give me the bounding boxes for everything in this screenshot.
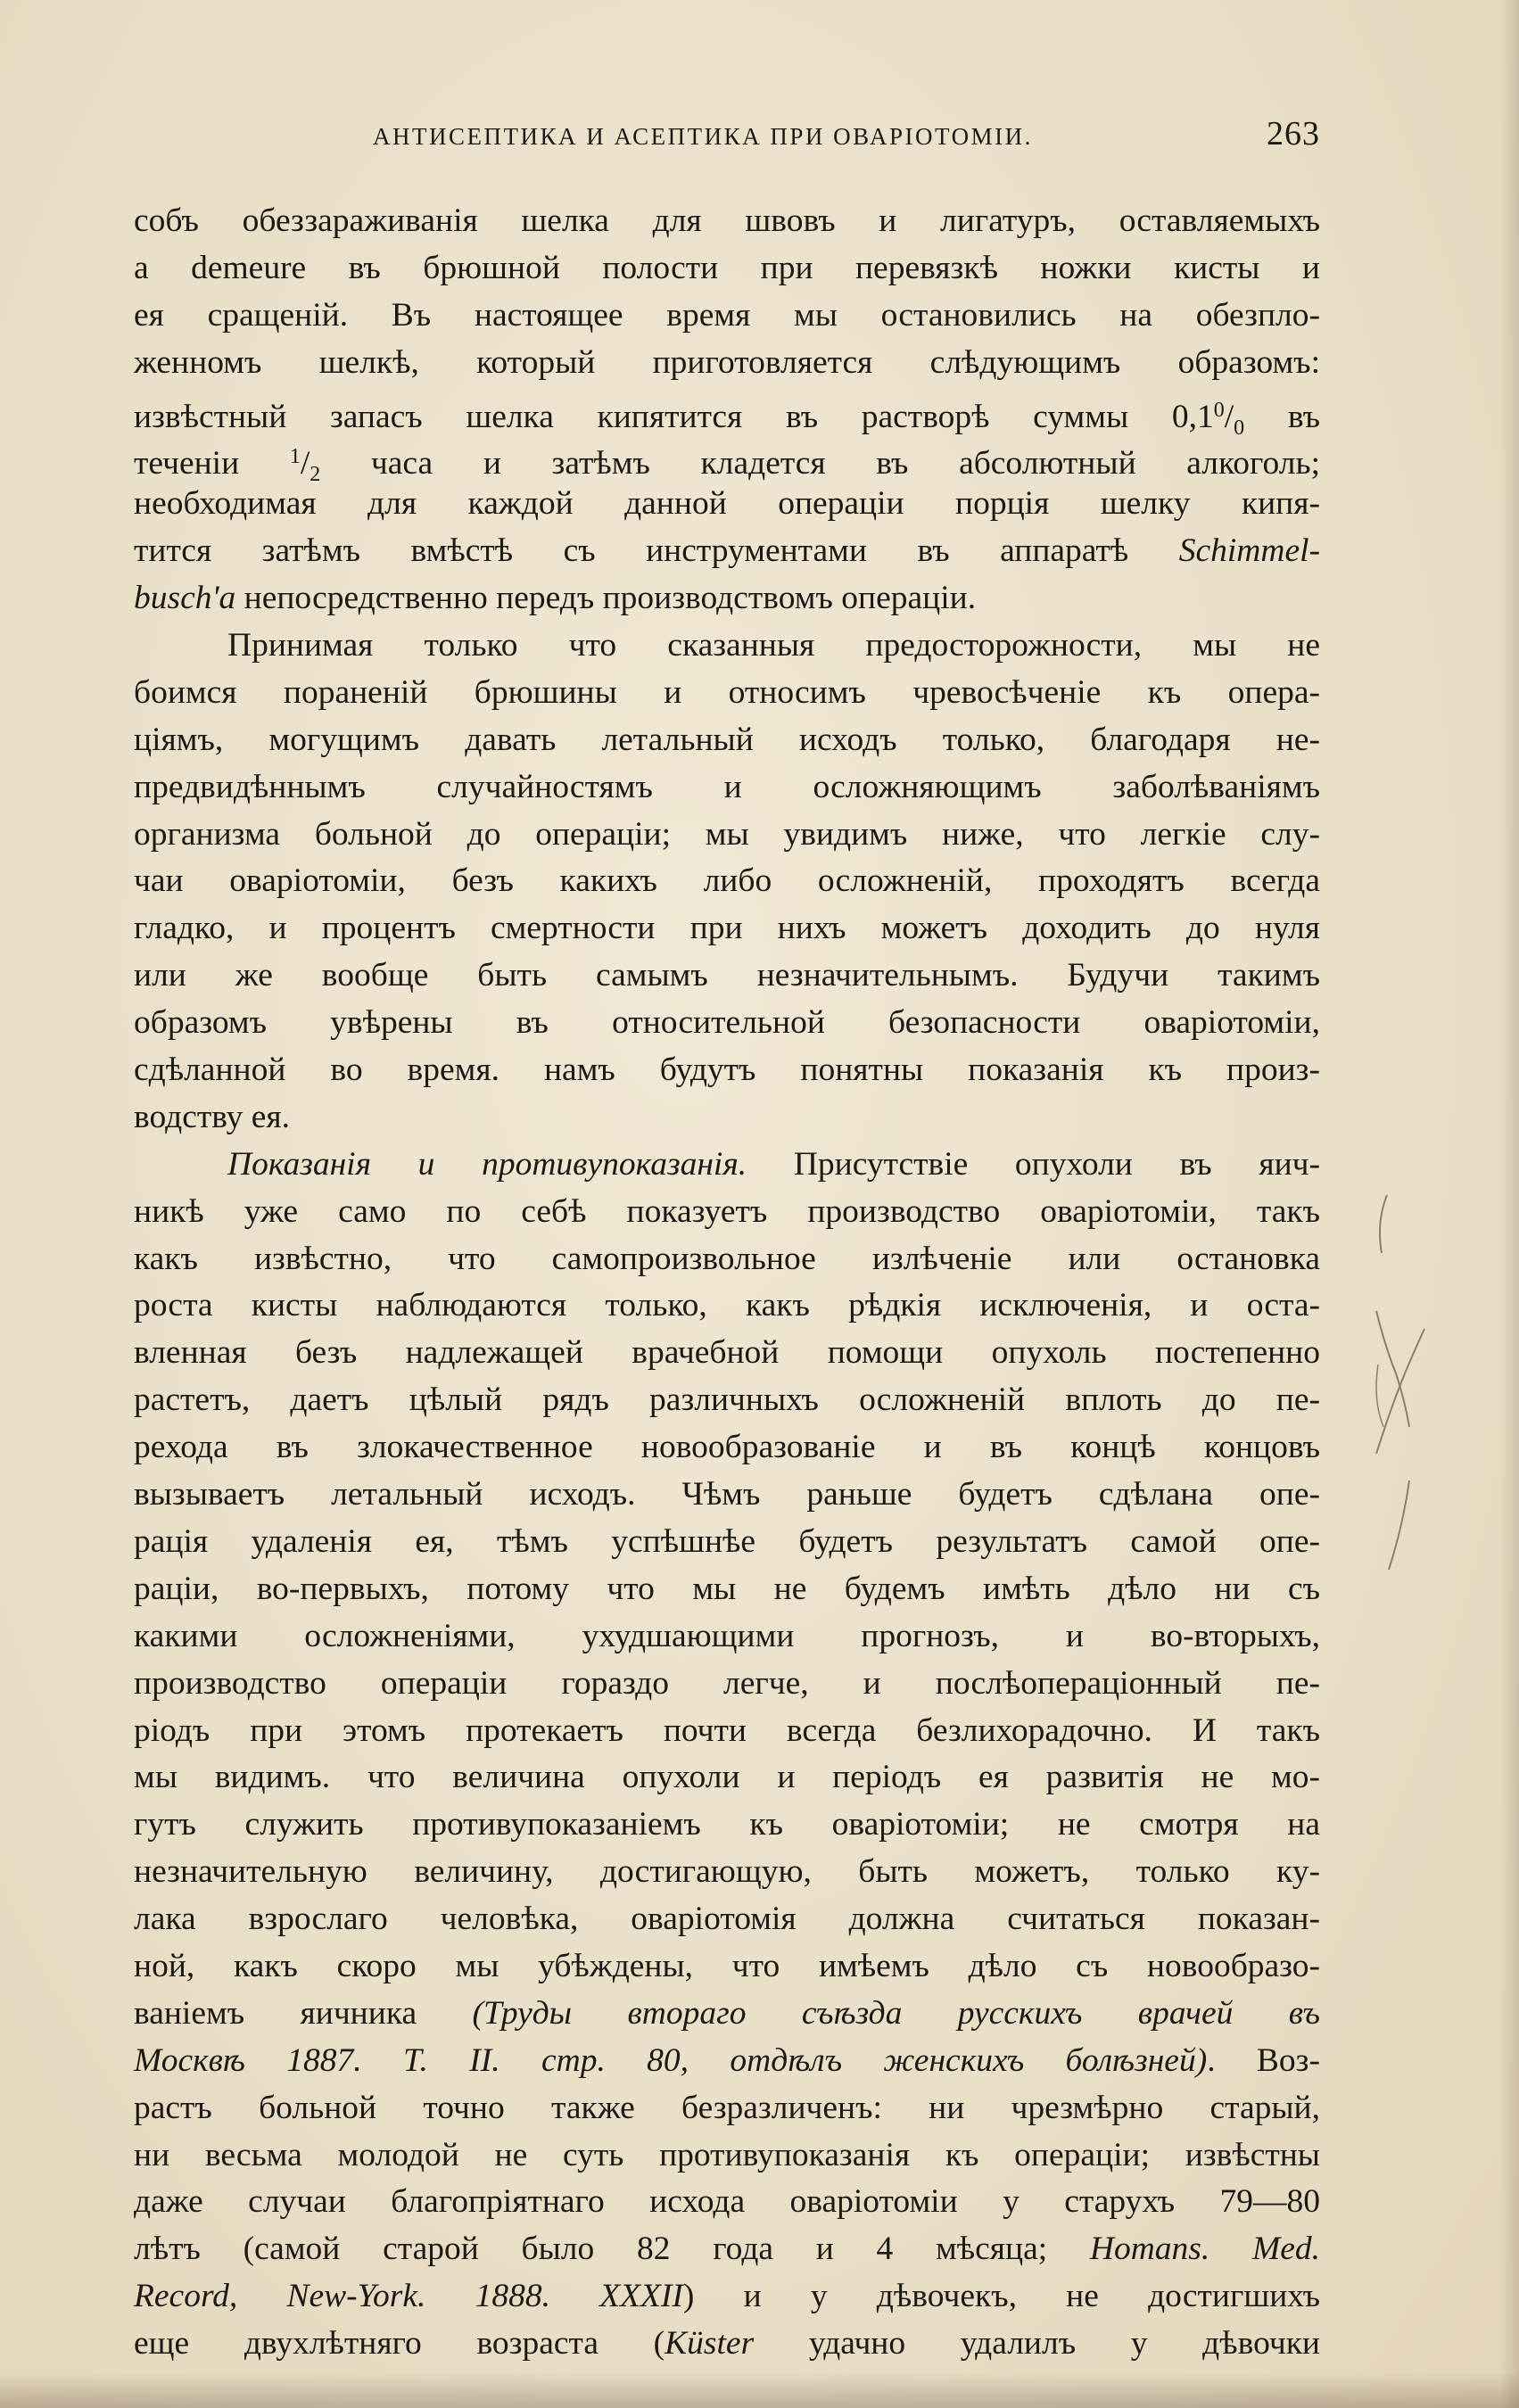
- text-line: [134, 1896, 1320, 1943]
- text-span: а demeure въ брюшной полости при перевязкѣ ножки кисты и: [134, 249, 1320, 286]
- text-line: [134, 387, 1320, 440]
- text-span: гутъ служить противупоказаніемъ къ оваріотоміи; не смотря на: [134, 1806, 1320, 1843]
- text-span: удачно удалилъ у дѣвочки: [754, 2325, 1320, 2363]
- text-span: Record, New-York. 1888. XXXII: [134, 2278, 683, 2315]
- body-text: [134, 198, 1320, 2368]
- text-span: непосредственно передъ производствомъ операціи.: [235, 580, 977, 617]
- text-span: или же вообще быть самымъ незначительнымъ. Будучи такимъ: [134, 957, 1320, 994]
- text-line: [134, 1330, 1320, 1377]
- text-line: [134, 2085, 1320, 2132]
- text-line: [134, 2273, 1320, 2321]
- text-span: раціи, во-первыхъ, потому что мы не будемъ имѣть дѣло ни съ: [134, 1570, 1320, 1607]
- text-line: [134, 2179, 1320, 2226]
- text-span: 0: [1213, 398, 1225, 422]
- text-span: вызываетъ летальный исходъ. Чѣмъ раньше будетъ сдѣлана опе-: [134, 1476, 1320, 1513]
- text-span: въ: [1244, 398, 1320, 435]
- text-span: необходимая для каждой данной операціи порція шелку кипя-: [134, 485, 1320, 523]
- page-header: [134, 114, 1320, 168]
- text-span: собъ обеззараживанія шелка для швовъ и лигатуръ, оставляемыхъ: [134, 202, 1320, 239]
- text-span: /: [1224, 398, 1234, 435]
- text-line: [134, 2226, 1320, 2273]
- text-line: [134, 1282, 1320, 1330]
- text-span: извѣстный запасъ шелка кипятится въ растворѣ суммы 0,1: [134, 398, 1214, 435]
- text-span: теченіи: [134, 445, 290, 482]
- text-span: ваніемъ яичника: [134, 1994, 473, 2032]
- text-span: 2: [310, 463, 321, 487]
- text-line: [134, 1802, 1320, 1849]
- text-span: рехода въ злокачественное новообразованіе и въ концѣ концовъ: [134, 1429, 1320, 1466]
- text-span: Присутствіе опухоли въ яич-: [747, 1145, 1321, 1183]
- text-line: [134, 1849, 1320, 1896]
- text-span: /: [300, 445, 310, 482]
- text-line: [134, 1708, 1320, 1755]
- text-line: [134, 1424, 1320, 1472]
- text-line: [134, 1000, 1320, 1047]
- text-span: Schimmel-: [1178, 532, 1320, 570]
- text-line: [134, 245, 1320, 293]
- text-line: [134, 717, 1320, 764]
- text-span: растетъ, даетъ цѣлый рядъ различныхъ осложненій вплоть до пе-: [134, 1381, 1320, 1419]
- scan-edge-shadow: [1499, 0, 1519, 2408]
- text-span: растъ больной точно также безразличенъ: ни чрезмѣрно старый,: [134, 2089, 1320, 2126]
- text-line: [134, 1661, 1320, 1708]
- text-line: [134, 670, 1320, 717]
- page-number: 263: [1267, 115, 1320, 153]
- text-line: [134, 528, 1320, 575]
- text-span: лака взрослаго человѣка, оваріотомія должна считаться показан-: [134, 1901, 1320, 1938]
- text-span: производство операціи гораздо легче, и послѣопераціонный пе-: [134, 1664, 1320, 1702]
- text-line: [134, 2038, 1320, 2085]
- text-span: ея сращеній. Въ настоящее время мы остановились на обезпло-: [134, 296, 1320, 334]
- text-line: [134, 2132, 1320, 2180]
- text-line: [134, 1472, 1320, 1519]
- text-line: [134, 1142, 1320, 1189]
- text-span: какими осложненіями, ухудшающими прогнозъ, и во-вторыхъ,: [134, 1617, 1320, 1654]
- text-span: Москвѣ 1887. Т. II. стр. 80, отдѣлъ женскихъ болѣзней): [134, 2041, 1208, 2079]
- text-line: [134, 764, 1320, 812]
- text-line: [134, 1566, 1320, 1613]
- text-span: 0: [1234, 416, 1245, 440]
- text-line: [134, 2321, 1320, 2368]
- text-line: [134, 1519, 1320, 1566]
- text-span: часа и затѣмъ кладется въ абсолютный алкоголь;: [320, 445, 1320, 482]
- text-line: [134, 1613, 1320, 1661]
- text-line: [134, 812, 1320, 859]
- text-line: [134, 1754, 1320, 1802]
- text-span: какъ извѣстно, что самопроизвольное излѣченіе или остановка: [134, 1240, 1320, 1277]
- text-span: ной, какъ скоро мы убѣждены, что имѣемъ дѣло съ новообразо-: [134, 1947, 1320, 1984]
- text-span: Принимая только что сказанныя предосторожности, мы не: [227, 627, 1320, 664]
- text-span: Homans. Med.: [1089, 2231, 1321, 2268]
- text-span: (Труды втораго съѣзда русскихъ врачей въ: [472, 1994, 1320, 2032]
- text-span: busch'a: [134, 580, 236, 617]
- text-span: Показанія и противупоказанія.: [227, 1145, 747, 1183]
- text-span: рація удаленія ея, тѣмъ успѣшнѣе будетъ результатъ самой опе-: [134, 1522, 1320, 1560]
- text-span: 1: [289, 445, 301, 469]
- text-line: [134, 1943, 1320, 1991]
- text-span: вленная безъ надлежащей врачебной помощи опухоль постепенно: [134, 1334, 1320, 1372]
- text-span: женномъ шелкѣ, который приготовляется слѣдующимъ образомъ:: [134, 343, 1320, 381]
- text-line: [134, 1377, 1320, 1424]
- text-line: [134, 575, 1320, 623]
- text-line: [134, 481, 1320, 528]
- text-line: [134, 433, 1320, 487]
- text-span: ) и у дѣвочекъ, не достигшихъ: [682, 2278, 1320, 2315]
- text-span: гладко, и процентъ смертности при нихъ можетъ доходить до нуля: [134, 910, 1320, 947]
- text-line: [134, 1991, 1320, 2038]
- text-line: [134, 198, 1320, 245]
- text-line: [134, 952, 1320, 1000]
- text-span: незначительную величину, достигающую, быть можетъ, только ку-: [134, 1853, 1320, 1891]
- text-span: ни весьма молодой не суть противупоказанія къ операціи; извѣстны: [134, 2136, 1320, 2173]
- text-span: даже случаи благопріятнаго исхода оваріотоміи у старухъ 79—80: [134, 2183, 1320, 2221]
- text-span: никѣ уже само по себѣ показуетъ производство оваріотоміи, такъ: [134, 1192, 1320, 1230]
- text-line: [134, 293, 1320, 340]
- text-line: [134, 623, 1320, 670]
- text-span: тится затѣмъ вмѣстѣ съ инструментами въ аппаратѣ: [134, 532, 1179, 570]
- text-span: . Воз-: [1207, 2041, 1320, 2079]
- text-span: сдѣланной во время. намъ будутъ понятны показанія къ произ-: [134, 1051, 1320, 1089]
- text-span: предвидѣннымъ случайностямъ и осложняющимъ заболѣваніямъ: [134, 768, 1320, 805]
- text-line: [134, 1047, 1320, 1094]
- text-span: еще двухлѣтняго возраста (: [134, 2325, 665, 2363]
- text-span: роста кисты наблюдаются только, какъ рѣдкія исключенія, и оста-: [134, 1287, 1320, 1324]
- margin-pencil-mark: [1369, 1186, 1432, 1579]
- text-line: [134, 1094, 1320, 1142]
- text-line: [134, 1189, 1320, 1236]
- text-line: [134, 905, 1320, 952]
- text-span: чаи оваріотоміи, безъ какихъ либо осложненій, проходятъ всегда: [134, 862, 1320, 900]
- text-span: образомъ увѣрены въ относительной безопасности оваріотоміи,: [134, 1004, 1320, 1042]
- text-line: [134, 1236, 1320, 1283]
- scan-bottom-shadow: [0, 2372, 1519, 2408]
- text-line: [134, 340, 1320, 387]
- text-span: ріодъ при этомъ протекаетъ почти всегда безлихорадочно. И такъ: [134, 1711, 1320, 1749]
- text-span: Küster: [665, 2325, 755, 2363]
- running-title: АНТИСЕПТИКА И АСЕПТИКА ПРИ ОВАРІОТОМІИ.: [373, 123, 1033, 150]
- text-span: мы видимъ. что величина опухоли и періодъ ея развитія не мо-: [134, 1759, 1320, 1796]
- text-span: организма больной до операціи; мы увидимъ ниже, что легкіе слу-: [134, 815, 1320, 853]
- text-span: ціямъ, могущимъ давать летальный исходъ только, благодаря не-: [134, 721, 1320, 758]
- text-line: [134, 858, 1320, 905]
- text-span: лѣтъ (самой старой было 82 года и 4 мѣсяца;: [134, 2231, 1090, 2268]
- text-span: водству ея.: [134, 1098, 291, 1135]
- text-span: боимся пораненій брюшины и относимъ чревосѣченіе къ опера-: [134, 673, 1320, 711]
